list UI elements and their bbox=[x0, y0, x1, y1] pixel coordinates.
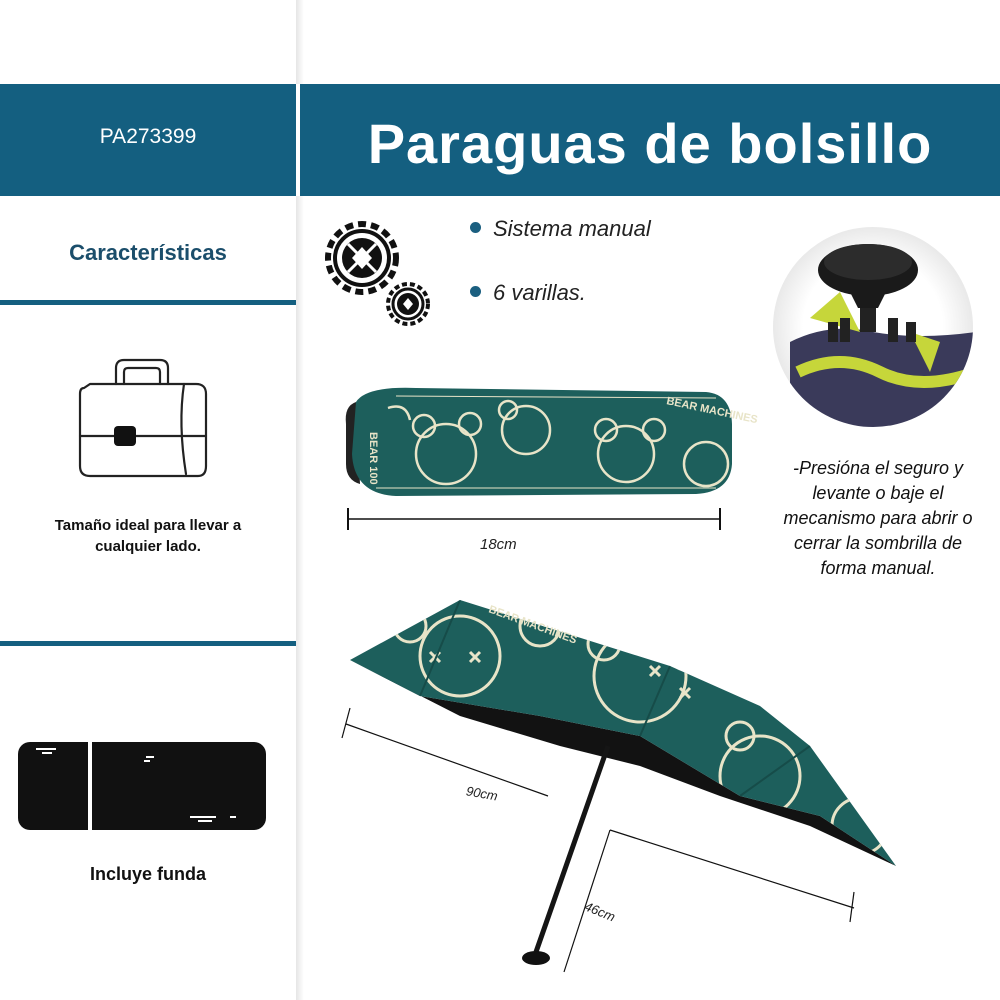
product-code: PA273399 bbox=[99, 125, 197, 148]
canopy-brand-text: BEAR MACHINES bbox=[486, 603, 579, 647]
diameter-label: 90cm bbox=[464, 783, 499, 804]
instructions-text: -Presióna el seguro y levante o baje el mecanismo para abrir o cerrar la sombrilla de forma manual. bbox=[783, 458, 973, 578]
mechanism-closeup-image bbox=[770, 222, 976, 432]
length-dimension bbox=[560, 822, 860, 978]
page-title: Paraguas de bolsillo bbox=[367, 112, 933, 175]
folded-brand-text: BEAR MACHINES bbox=[665, 395, 759, 427]
umbrella-case-icon bbox=[18, 742, 266, 830]
length-label: 46cm bbox=[582, 898, 618, 925]
section-divider-top bbox=[0, 300, 296, 305]
gears-icon bbox=[318, 214, 438, 330]
feature-bullet-1 bbox=[470, 216, 651, 242]
case-caption: Incluye funda bbox=[89, 864, 206, 884]
bullet-dot-icon bbox=[470, 222, 481, 233]
folded-brand-text-side: BEAR 100 bbox=[367, 432, 379, 485]
feature-text-1: Sistema manual bbox=[493, 216, 651, 241]
diameter-dimension bbox=[340, 704, 554, 816]
folded-length-label: 18cm bbox=[480, 536, 517, 553]
folded-length-dimension bbox=[346, 506, 722, 532]
briefcase-icon bbox=[76, 354, 210, 480]
folded-umbrella-image bbox=[336, 384, 759, 504]
bag-caption: Tamaño ideal para llevar a cualquier lado. bbox=[54, 517, 242, 555]
features-heading: Características bbox=[69, 240, 227, 265]
section-divider-bottom bbox=[0, 641, 296, 646]
bullet-dot-icon bbox=[470, 286, 481, 297]
feature-text-2: 6 varillas. bbox=[493, 280, 586, 305]
feature-bullet-2 bbox=[470, 280, 586, 306]
